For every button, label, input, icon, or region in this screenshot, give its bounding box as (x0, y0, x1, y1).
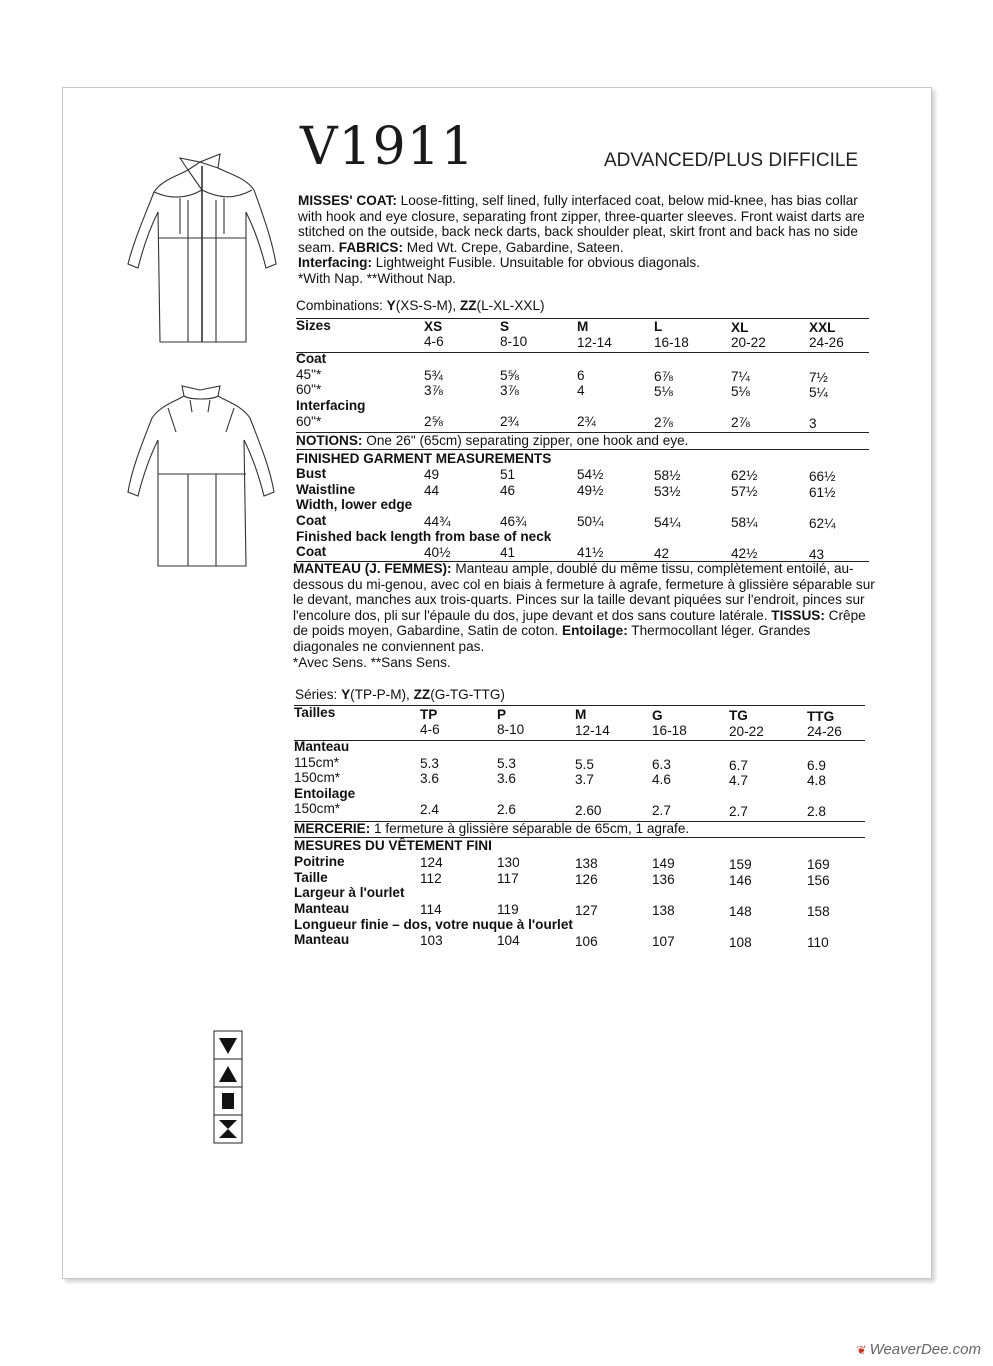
manteau-150-value: 3.6 (497, 771, 516, 786)
size-number: 16-18 (652, 723, 687, 738)
longueur-label: Longueur finie – dos, votre nuque à l'ourlet (294, 917, 573, 932)
interfacing-label: Interfacing: (298, 255, 373, 270)
series-zz: ZZ (413, 687, 431, 702)
size-number: 4-6 (424, 334, 444, 349)
taille-value: 112 (420, 871, 442, 886)
mercerie-line (294, 821, 689, 836)
combinations-label: Combinations: (296, 298, 387, 313)
taille-value: 156 (807, 873, 830, 888)
coat-length-value: 42½ (731, 546, 758, 561)
manteau-length-label: Manteau (294, 932, 350, 947)
french-body: Manteau ample, doublé du même tissu, complètement entoilé, au-dessous du mi-genou, avec col en biais à fermeture à agrafe, fermeture à glissière séparable sur le devant, manches aux trois-quarts. Pinces sur la taille devant piquées sur l'endroit, pinces sur l'encolure dos, pli sur l'épaule du dos, jupe devant et dos sans couture latérale. (293, 561, 875, 623)
nap-note: *With Nap. **Without Nap. (298, 270, 456, 286)
coat-length-value: 41 (500, 545, 516, 560)
entoilage-150-value: 2.7 (729, 804, 748, 819)
interfacing-60-label: 60"* (296, 414, 322, 429)
manteau-length-value: 106 (575, 934, 598, 949)
bust-value: 51 (500, 467, 516, 482)
poitrine-value: 124 (420, 855, 443, 870)
manteau-length-value: 103 (420, 933, 443, 948)
description-body: Loose-fitting, self lined, fully interfaced coat, below mid-knee, has bias collar with hook and eye closure, separating front zipper, three-quarter sleeves. Front waist darts are stitched on the outside, back neck darts, back shoulder pleat, skirt front and back has no side seam. (298, 193, 865, 255)
entoilage-150-value: 2.8 (807, 804, 826, 819)
interfacing-60-value: 3 (809, 416, 817, 431)
manteau-length-value: 110 (807, 935, 829, 950)
tissus-text: Crêpe de poids moyen, Gabardine, Satin de coton. (293, 607, 866, 639)
manteau-width-value: 158 (807, 904, 830, 919)
coat-45-value: 7¼ (731, 369, 750, 384)
entoilage-150-value: 2.60 (575, 803, 602, 818)
series-label: Séries: (295, 687, 342, 702)
combinations-line (296, 298, 545, 313)
coat-width-value: 50¼ (577, 514, 604, 529)
manteau-115-value: 6.7 (729, 758, 748, 773)
interfacing-60-value: 2¾ (577, 414, 596, 429)
combo-y: Y (386, 298, 396, 313)
fgm-heading: FINISHED GARMENT MEASUREMENTS (296, 451, 552, 466)
poitrine-value: 149 (652, 856, 675, 871)
size-header: TG (729, 708, 748, 723)
size-number: 24-26 (809, 335, 844, 350)
size-number: 8-10 (497, 722, 525, 737)
coat-45-value: 7½ (809, 370, 828, 385)
waistline-value: 57½ (731, 484, 758, 499)
french-description (293, 561, 878, 670)
manteau-150-value: 4.7 (729, 773, 748, 788)
manteau-115-value: 6.3 (652, 757, 671, 772)
interfacing-row-label: Interfacing (296, 398, 366, 413)
manteau-150-value: 4.6 (652, 772, 671, 787)
coat-width-label: Coat (296, 513, 327, 528)
entoilage-150-value: 2.6 (497, 802, 516, 817)
coat-width-value: 44¾ (424, 514, 451, 529)
manteau-115-value: 5.3 (497, 756, 516, 771)
manteau-150-value: 3.6 (420, 771, 439, 786)
english-size-table (296, 316, 869, 562)
taille-value: 126 (575, 872, 598, 887)
size-number: 12-14 (577, 335, 612, 350)
pattern-symbols-legend (213, 1030, 245, 1148)
waistline-label: Waistline (296, 482, 356, 497)
coat-45-label: 45"* (296, 367, 322, 382)
manteau-width-value: 148 (729, 904, 752, 919)
taille-value: 117 (497, 871, 519, 886)
size-header: P (497, 707, 507, 722)
manteau-width-value: 114 (420, 902, 442, 917)
interfacing-60-value: 2⅞ (731, 415, 750, 430)
coat-45-value: 6⅞ (654, 369, 673, 384)
coat-45-value: 5¾ (424, 368, 443, 383)
poitrine-value: 169 (807, 857, 830, 872)
manteau-width-value: 127 (575, 903, 598, 918)
size-header: M (577, 319, 589, 334)
size-number: 24-26 (807, 724, 842, 739)
tissus-label: TISSUS: (771, 607, 825, 623)
taille-label: Taille (294, 870, 328, 885)
waistline-value: 61½ (809, 485, 836, 500)
french-lead: MANTEAU (J. FEMMES): (293, 561, 452, 576)
manteau-length-value: 104 (497, 933, 520, 948)
interfacing-60-value: 2¾ (500, 414, 519, 429)
waistline-value: 44 (424, 483, 440, 498)
coat-width-value: 62¼ (809, 516, 836, 531)
coat-60-value: 3⅞ (424, 383, 443, 398)
fabrics-label: FABRICS: (338, 239, 403, 255)
largeur-label: Largeur à l'ourlet (294, 885, 405, 900)
size-number: 16-18 (654, 335, 689, 350)
taille-value: 146 (729, 873, 752, 888)
coat-back-sketch (122, 378, 282, 578)
manteau-length-value: 107 (652, 934, 675, 949)
interfacing-text: Lightweight Fusible. Unsuitable for obvious diagonals. (372, 255, 700, 270)
size-header: M (575, 707, 587, 722)
entoilage-150-label: 150cm* (294, 801, 341, 816)
coat-60-value: 5⅛ (654, 384, 673, 399)
poitrine-value: 159 (729, 857, 752, 872)
watermark (857, 1341, 982, 1358)
combo-y-sizes: (XS-S-M), (395, 298, 460, 313)
entoilage-150-value: 2.4 (420, 802, 439, 817)
fabrics-text: Med Wt. Crepe, Gabardine, Sateen. (403, 239, 624, 255)
heart-icon: ❦ (856, 1343, 867, 1357)
manteau-115-value: 6.9 (807, 758, 826, 773)
size-header: XL (731, 320, 749, 335)
mercerie-label: MERCERIE: (294, 821, 371, 836)
table-rule (294, 740, 865, 741)
table-rule (296, 449, 869, 450)
size-number: 20-22 (731, 335, 766, 350)
coat-length-label: Coat (296, 544, 327, 559)
square-icon (222, 1093, 234, 1109)
notions-label: NOTIONS: (296, 433, 363, 448)
bust-value: 62½ (731, 468, 758, 483)
combo-zz-sizes: (L-XL-XXL) (476, 298, 545, 313)
english-description (298, 193, 878, 286)
coat-45-value: 6 (577, 368, 585, 383)
size-header: XXL (809, 320, 836, 335)
interfacing-60-value: 2⅞ (654, 415, 673, 430)
manteau-length-value: 108 (729, 935, 752, 950)
size-number: 12-14 (575, 723, 610, 738)
size-header: TP (420, 707, 438, 722)
bust-value: 49 (424, 467, 440, 482)
size-header: L (654, 319, 663, 334)
manteau-width-label: Manteau (294, 901, 350, 916)
poitrine-value: 138 (575, 856, 598, 871)
tailles-label: Tailles (294, 705, 336, 720)
entoilage-text: Thermocollant léger. Grandes diagonales ne conviennent pas. (293, 623, 811, 654)
table-rule (296, 352, 869, 353)
coat-length-value: 40½ (424, 545, 451, 560)
coat-width-value: 58¼ (731, 515, 758, 530)
notions-text: One 26" (65cm) separating zipper, one hook and eye. (362, 433, 689, 448)
notions-line (296, 433, 688, 448)
manteau-150-value: 4.8 (807, 773, 826, 788)
size-header: G (652, 708, 663, 723)
size-header: XS (424, 319, 443, 334)
poitrine-value: 130 (497, 855, 520, 870)
manteau-115-value: 5.3 (420, 756, 439, 771)
coat-width-value: 46¾ (500, 514, 527, 529)
bust-value: 66½ (809, 469, 836, 484)
waistline-value: 53½ (654, 484, 681, 499)
taille-value: 136 (652, 872, 675, 887)
french-size-table (294, 704, 865, 954)
width-lower-edge-label: Width, lower edge (296, 497, 413, 512)
coat-length-value: 41½ (577, 545, 604, 560)
series-line (295, 687, 505, 702)
size-header: S (500, 319, 510, 334)
coat-row-label: Coat (296, 351, 327, 366)
size-number: 4-6 (420, 722, 440, 737)
coat-60-value: 4 (577, 383, 585, 398)
bust-value: 58½ (654, 468, 681, 483)
manteau-115-label: 115cm* (294, 755, 340, 770)
coat-width-value: 54¼ (654, 515, 681, 530)
series-y-sizes: (TP-P-M), (350, 687, 414, 702)
size-number: 20-22 (729, 724, 764, 739)
coat-60-value: 5⅛ (731, 384, 750, 399)
manteau-150-label: 150cm* (294, 770, 341, 785)
skill-level: ADVANCED/PLUS DIFFICILE (604, 150, 859, 171)
series-y: Y (341, 687, 351, 702)
bust-value: 54½ (577, 467, 604, 482)
manteau-width-value: 138 (652, 903, 675, 918)
poitrine-label: Poitrine (294, 854, 345, 869)
size-number: 8-10 (500, 334, 528, 349)
pattern-number: V1911 (300, 117, 475, 177)
coat-60-label: 60"* (296, 382, 322, 397)
manteau-150-value: 3.7 (575, 772, 594, 787)
table-rule (294, 705, 865, 706)
coat-length-value: 42 (654, 546, 670, 561)
manteau-115-value: 5.5 (575, 757, 594, 772)
entoilage-label: Entoilage: (562, 623, 628, 639)
coat-60-value: 3⅞ (500, 383, 519, 398)
sens-note: *Avec Sens. **Sans Sens. (293, 654, 451, 670)
bust-label: Bust (296, 466, 327, 481)
description-lead: MISSES' COAT: (298, 193, 397, 208)
waistline-value: 46 (500, 483, 516, 498)
watermark-text: WeaverDee.com (869, 1341, 981, 1358)
back-length-label: Finished back length from base of neck (296, 529, 552, 544)
coat-front-sketch (122, 128, 282, 348)
series-zz-sizes: (G-TG-TTG) (430, 687, 505, 702)
coat-45-value: 5⅝ (500, 368, 519, 383)
coat-60-value: 5¼ (809, 385, 828, 400)
combo-zz: ZZ (459, 298, 477, 313)
entoilage-150-value: 2.7 (652, 803, 671, 818)
manteau-row-label: Manteau (294, 739, 350, 754)
sizes-label: Sizes (296, 318, 331, 333)
mercerie-text: 1 fermeture à glissière séparable de 65cm, 1 agrafe. (370, 821, 690, 836)
waistline-value: 49½ (577, 483, 604, 498)
manteau-width-value: 119 (497, 902, 519, 917)
interfacing-60-value: 2⅝ (424, 414, 443, 429)
coat-length-value: 43 (809, 547, 825, 562)
mesures-heading: MESURES DU VÊTEMENT FINI (294, 838, 492, 853)
size-header: TTG (807, 709, 835, 724)
entoilage-row-label: Entoilage (294, 786, 356, 801)
